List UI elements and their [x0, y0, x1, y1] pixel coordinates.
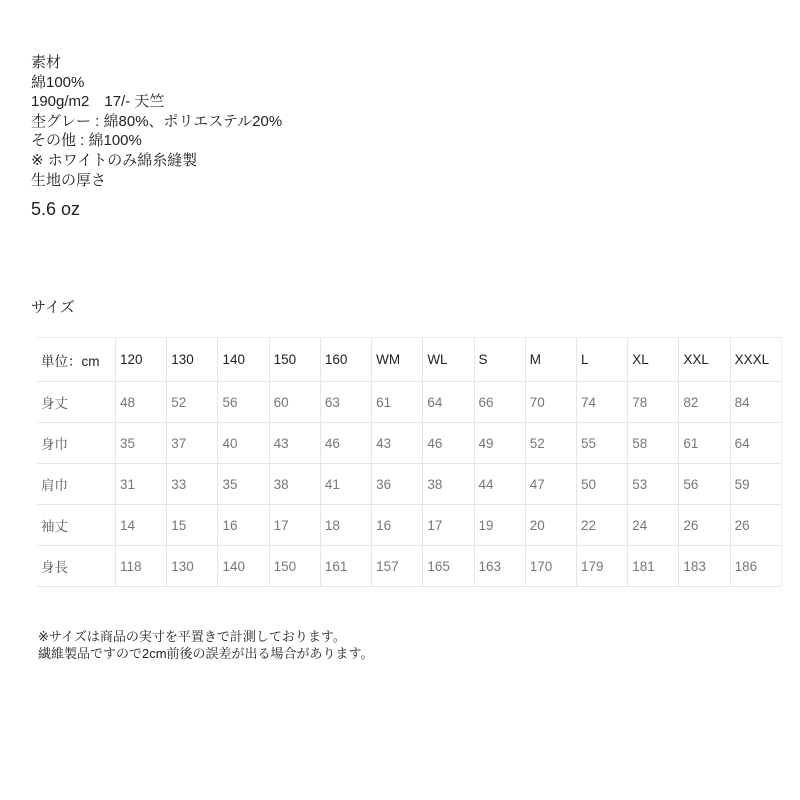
row-label: 身巾	[37, 423, 116, 464]
table-cell: 183	[679, 546, 730, 587]
table-cell: 186	[730, 546, 781, 587]
table-cell: 33	[167, 464, 218, 505]
size-column-header: M	[525, 338, 576, 382]
table-cell: 26	[679, 505, 730, 546]
table-cell: 161	[320, 546, 371, 587]
table-cell: 59	[730, 464, 781, 505]
table-cell: 46	[423, 423, 474, 464]
table-cell: 41	[320, 464, 371, 505]
size-column-header: 160	[320, 338, 371, 382]
material-composition: 綿100%	[31, 73, 85, 91]
size-column-header: 140	[218, 338, 269, 382]
table-cell: 52	[167, 382, 218, 423]
table-cell: 130	[167, 546, 218, 587]
table-cell: 150	[269, 546, 320, 587]
size-column-header: L	[576, 338, 627, 382]
size-column-header: 120	[116, 338, 167, 382]
table-row	[37, 423, 782, 464]
table-cell: 66	[474, 382, 525, 423]
size-column-header: XXL	[679, 338, 730, 382]
table-cell: 58	[628, 423, 679, 464]
table-cell: 35	[218, 464, 269, 505]
table-cell: 47	[525, 464, 576, 505]
heather-gray-composition: 杢グレー : 綿80%、ポリエステル20%	[31, 112, 283, 130]
material-info	[31, 53, 282, 220]
row-label: 身丈	[37, 382, 116, 423]
table-cell: 181	[628, 546, 679, 587]
thickness-heading: 生地の厚さ	[31, 171, 107, 189]
fabric-thickness-value: 5.6 oz	[31, 199, 81, 220]
table-cell: 84	[730, 382, 781, 423]
table-cell: 19	[474, 505, 525, 546]
table-cell: 61	[679, 423, 730, 464]
table-cell: 35	[116, 423, 167, 464]
table-cell: 24	[628, 505, 679, 546]
table-row	[37, 546, 782, 587]
size-column-header: S	[474, 338, 525, 382]
size-notes	[38, 628, 374, 662]
table-cell: 48	[116, 382, 167, 423]
table-cell: 17	[423, 505, 474, 546]
fabric-weight-spec: 190g/m2 17/- 天竺	[31, 93, 165, 111]
material-heading: 素材	[31, 54, 62, 71]
table-cell: 17	[269, 505, 320, 546]
size-table-body	[37, 382, 782, 587]
size-column-header: XXXL	[730, 338, 781, 382]
table-cell: 40	[218, 423, 269, 464]
table-cell: 118	[116, 546, 167, 587]
table-cell: 74	[576, 382, 627, 423]
table-cell: 49	[474, 423, 525, 464]
table-cell: 56	[679, 464, 730, 505]
table-row	[37, 464, 782, 505]
size-table-header-row	[37, 338, 782, 382]
table-cell: 38	[269, 464, 320, 505]
size-column-header: 130	[167, 338, 218, 382]
table-cell: 43	[372, 423, 423, 464]
table-cell: 165	[423, 546, 474, 587]
table-cell: 61	[372, 382, 423, 423]
table-cell: 46	[320, 423, 371, 464]
table-cell: 20	[525, 505, 576, 546]
table-row	[37, 505, 782, 546]
table-cell: 37	[167, 423, 218, 464]
table-cell: 38	[423, 464, 474, 505]
size-table	[37, 337, 782, 587]
table-cell: 64	[423, 382, 474, 423]
row-label: 袖丈	[37, 505, 116, 546]
row-label: 身長	[37, 546, 116, 587]
size-section-title: サイズ	[31, 299, 75, 316]
table-cell: 22	[576, 505, 627, 546]
size-column-header: WL	[423, 338, 474, 382]
table-cell: 70	[525, 382, 576, 423]
table-cell: 14	[116, 505, 167, 546]
note-measurement: ※サイズは商品の実寸を平置きで計測しております。	[38, 629, 346, 644]
table-cell: 140	[218, 546, 269, 587]
table-cell: 16	[372, 505, 423, 546]
note-tolerance: 繊維製品ですので2cm前後の誤差が出る場合があります。	[38, 646, 374, 661]
table-cell: 36	[372, 464, 423, 505]
table-cell: 52	[525, 423, 576, 464]
table-cell: 43	[269, 423, 320, 464]
table-cell: 157	[372, 546, 423, 587]
table-cell: 64	[730, 423, 781, 464]
table-cell: 53	[628, 464, 679, 505]
unit-label: 単位：cm	[37, 338, 116, 382]
table-row	[37, 382, 782, 423]
table-cell: 26	[730, 505, 781, 546]
table-cell: 18	[320, 505, 371, 546]
table-cell: 179	[576, 546, 627, 587]
size-column-header: 150	[269, 338, 320, 382]
size-column-header: WM	[372, 338, 423, 382]
table-cell: 163	[474, 546, 525, 587]
size-column-header: XL	[628, 338, 679, 382]
table-cell: 82	[679, 382, 730, 423]
row-label: 肩巾	[37, 464, 116, 505]
white-sewing-note: ※ ホワイトのみ綿糸縫製	[31, 151, 198, 169]
table-cell: 50	[576, 464, 627, 505]
table-cell: 78	[628, 382, 679, 423]
table-cell: 31	[116, 464, 167, 505]
other-colors-composition: その他 : 綿100%	[31, 132, 142, 150]
table-cell: 56	[218, 382, 269, 423]
table-cell: 55	[576, 423, 627, 464]
table-cell: 170	[525, 546, 576, 587]
table-cell: 44	[474, 464, 525, 505]
table-cell: 63	[320, 382, 371, 423]
table-cell: 60	[269, 382, 320, 423]
table-cell: 16	[218, 505, 269, 546]
table-cell: 15	[167, 505, 218, 546]
